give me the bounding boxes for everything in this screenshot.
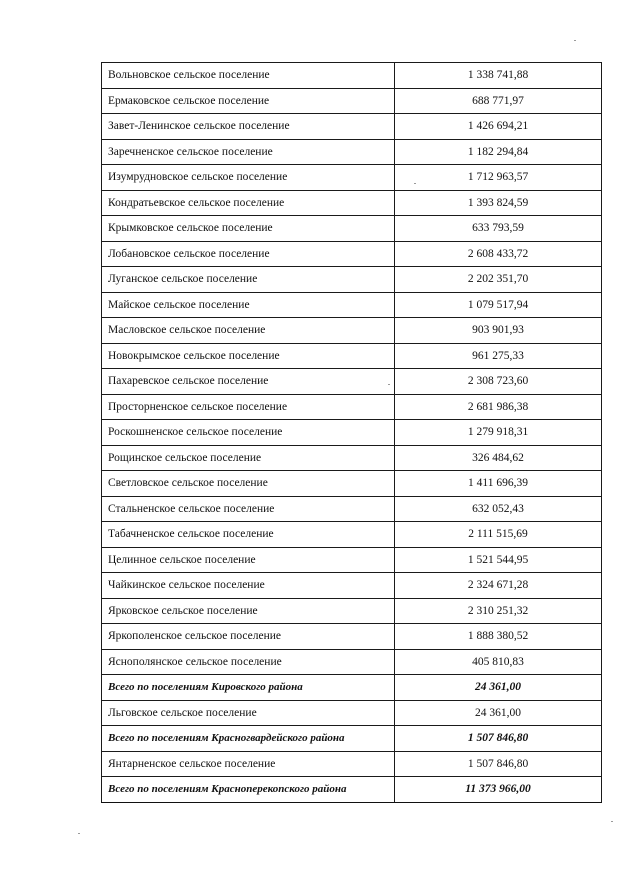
amount-cell: 2 681 986,38: [395, 394, 602, 420]
table-total-row: [102, 726, 602, 752]
settlement-name-cell: Кондратьевское сельское поселение: [102, 190, 395, 216]
amount-cell: 1 338 741,88: [395, 63, 602, 89]
amount-cell: 688 771,97: [395, 88, 602, 114]
table-row: [102, 624, 602, 650]
scan-speck: [414, 183, 416, 184]
settlement-name-cell: Просторненское сельское поселение: [102, 394, 395, 420]
amount-cell: 1 279 918,31: [395, 420, 602, 446]
table-row: [102, 751, 602, 777]
amount-cell: 2 308 723,60: [395, 369, 602, 395]
settlement-name-cell: Новокрымское сельское поселение: [102, 343, 395, 369]
table-row: [102, 88, 602, 114]
settlement-name-cell: Лобановское сельское поселение: [102, 241, 395, 267]
settlement-name-cell: Майское сельское поселение: [102, 292, 395, 318]
table-row: [102, 445, 602, 471]
settlement-name-cell: Всего по поселениям Красноперекопского района: [102, 777, 395, 803]
settlements-budget-table: [101, 62, 602, 803]
settlement-name-cell: Пахаревское сельское поселение: [102, 369, 395, 395]
amount-cell: 903 901,93: [395, 318, 602, 344]
table-row: [102, 241, 602, 267]
settlement-name-cell: Льговское сельское поселение: [102, 700, 395, 726]
settlement-name-cell: Роскошненское сельское поселение: [102, 420, 395, 446]
table-row: [102, 573, 602, 599]
settlement-name-cell: Вольновское сельское поселение: [102, 63, 395, 89]
settlement-name-cell: Светловское сельское поселение: [102, 471, 395, 497]
table-row: [102, 63, 602, 89]
settlement-name-cell: Ермаковское сельское поселение: [102, 88, 395, 114]
table-row: [102, 649, 602, 675]
table-row: [102, 522, 602, 548]
settlement-name-cell: Яснополянское сельское поселение: [102, 649, 395, 675]
amount-cell: 405 810,83: [395, 649, 602, 675]
amount-cell: 24 361,00: [395, 700, 602, 726]
amount-cell: 24 361,00: [395, 675, 602, 701]
scan-speck: [388, 384, 390, 385]
table-total-row: [102, 777, 602, 803]
table-row: [102, 420, 602, 446]
settlement-name-cell: Всего по поселениям Красногвардейского района: [102, 726, 395, 752]
settlement-name-cell: Завет-Ленинское сельское поселение: [102, 114, 395, 140]
amount-cell: 1 393 824,59: [395, 190, 602, 216]
settlement-name-cell: Заречненское сельское поселение: [102, 139, 395, 165]
table-row: [102, 114, 602, 140]
amount-cell: 1 411 696,39: [395, 471, 602, 497]
table-row: [102, 598, 602, 624]
amount-cell: 1 182 294,84: [395, 139, 602, 165]
settlement-name-cell: Чайкинское сельское поселение: [102, 573, 395, 599]
amount-cell: 1 079 517,94: [395, 292, 602, 318]
scan-speck: [611, 821, 613, 822]
amount-cell: 632 052,43: [395, 496, 602, 522]
settlement-name-cell: Рощинское сельское поселение: [102, 445, 395, 471]
amount-cell: 2 324 671,28: [395, 573, 602, 599]
settlement-name-cell: Яркополенское сельское поселение: [102, 624, 395, 650]
table-total-row: [102, 675, 602, 701]
amount-cell: 1 712 963,57: [395, 165, 602, 191]
table-row: [102, 139, 602, 165]
settlement-name-cell: Целинное сельское поселение: [102, 547, 395, 573]
table-row: [102, 369, 602, 395]
table-row: [102, 165, 602, 191]
amount-cell: 961 275,33: [395, 343, 602, 369]
settlement-name-cell: Стальненское сельское поселение: [102, 496, 395, 522]
table-row: [102, 292, 602, 318]
settlement-name-cell: Табачненское сельское поселение: [102, 522, 395, 548]
table-row: [102, 394, 602, 420]
amount-cell: 2 310 251,32: [395, 598, 602, 624]
amount-cell: 1 507 846,80: [395, 726, 602, 752]
settlement-name-cell: Масловское сельское поселение: [102, 318, 395, 344]
amount-cell: 633 793,59: [395, 216, 602, 242]
scan-speck: [574, 40, 576, 41]
amount-cell: 1 521 544,95: [395, 547, 602, 573]
table-row: [102, 216, 602, 242]
table-row: [102, 700, 602, 726]
amount-cell: 11 373 966,00: [395, 777, 602, 803]
amount-cell: 2 111 515,69: [395, 522, 602, 548]
table-body: [102, 63, 602, 803]
table-row: [102, 471, 602, 497]
settlement-name-cell: Янтарненское сельское поселение: [102, 751, 395, 777]
settlement-name-cell: Изумрудновское сельское поселение: [102, 165, 395, 191]
settlement-name-cell: Ярковское сельское поселение: [102, 598, 395, 624]
table-row: [102, 343, 602, 369]
scan-speck: [78, 833, 80, 834]
amount-cell: 1 426 694,21: [395, 114, 602, 140]
amount-cell: 2 202 351,70: [395, 267, 602, 293]
amount-cell: 2 608 433,72: [395, 241, 602, 267]
amount-cell: 1 888 380,52: [395, 624, 602, 650]
settlement-name-cell: Луганское сельское поселение: [102, 267, 395, 293]
table-row: [102, 496, 602, 522]
table-row: [102, 190, 602, 216]
settlement-name-cell: Всего по поселениям Кировского района: [102, 675, 395, 701]
table-row: [102, 318, 602, 344]
table-row: [102, 267, 602, 293]
amount-cell: 1 507 846,80: [395, 751, 602, 777]
table-row: [102, 547, 602, 573]
settlement-name-cell: Крымковское сельское поселение: [102, 216, 395, 242]
amount-cell: 326 484,62: [395, 445, 602, 471]
